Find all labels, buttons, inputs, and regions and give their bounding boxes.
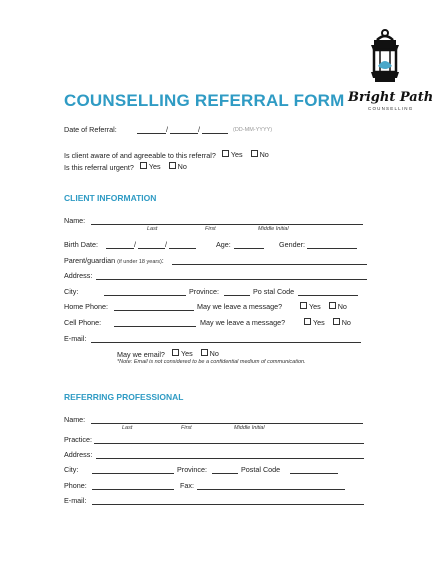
date-slash: /	[166, 125, 168, 134]
client-postal-field[interactable]	[298, 295, 358, 296]
referrer-name-middle-caption: Middle Initial	[234, 425, 265, 431]
birth-day-field[interactable]	[106, 248, 134, 249]
referrer-postal-label: Postal Code	[241, 465, 281, 474]
date-of-referral-label: Date of Referral:	[64, 125, 117, 134]
client-aware-question	[64, 150, 275, 160]
referrer-province-label: Province:	[177, 465, 207, 474]
guardian-hint: (if under 18 years)	[117, 259, 162, 265]
referrer-name-field[interactable]	[91, 423, 363, 424]
home-phone-field[interactable]	[114, 310, 194, 311]
lantern-icon	[364, 28, 406, 90]
client-name-first-caption: First	[205, 226, 216, 232]
client-postal-label: Po stal Code	[253, 287, 295, 296]
client-aware-no-checkbox[interactable]	[251, 150, 269, 159]
client-email-label: E-mail:	[64, 334, 87, 343]
referral-urgent-question	[64, 162, 193, 172]
client-information-heading: CLIENT INFORMATION	[64, 193, 157, 203]
logo-tagline: COUNSELLING	[368, 106, 414, 111]
client-province-label: Province:	[189, 287, 219, 296]
date-month-field[interactable]	[170, 133, 198, 134]
referring-professional-heading: REFERRING PROFESSIONAL	[64, 392, 184, 402]
yes-label: Yes	[313, 318, 325, 327]
practice-field[interactable]	[94, 443, 364, 444]
age-label: Age:	[216, 240, 231, 249]
email-permission-yes-checkbox[interactable]	[172, 349, 193, 358]
date-format-hint: (DD-MM-YYYY)	[233, 127, 273, 133]
no-label: No	[177, 162, 187, 171]
no-label: No	[341, 318, 351, 327]
no-label: No	[259, 150, 269, 159]
home-phone-message-no-checkbox[interactable]	[329, 302, 347, 311]
referrer-name-last-caption: Last	[122, 425, 133, 431]
guardian-field[interactable]	[172, 264, 367, 265]
client-province-field[interactable]	[224, 295, 250, 296]
guardian-label-group: Parent/guardian (if under 18 years):	[64, 256, 164, 265]
referrer-name-label: Name:	[64, 415, 86, 424]
birth-date-label: Birth Date:	[64, 240, 98, 249]
client-aware-yes-checkbox[interactable]	[222, 150, 243, 159]
checkbox-icon	[251, 150, 258, 157]
referrer-phone-label: Phone:	[64, 481, 87, 490]
practice-label: Practice:	[64, 435, 92, 444]
cell-phone-label: Cell Phone:	[64, 318, 102, 327]
referrer-name-first-caption: First	[181, 425, 192, 431]
cell-phone-field[interactable]	[114, 326, 196, 327]
yes-label: Yes	[230, 150, 243, 159]
client-email-field[interactable]	[91, 342, 361, 343]
cell-phone-message-no-checkbox[interactable]	[333, 318, 351, 327]
yes-label: Yes	[180, 349, 193, 358]
cell-phone-message-yes-checkbox[interactable]	[304, 318, 325, 327]
referrer-email-field[interactable]	[92, 504, 364, 505]
referrer-city-field[interactable]	[92, 473, 174, 474]
gender-field[interactable]	[307, 248, 357, 249]
referrer-email-label: E-mail:	[64, 496, 87, 505]
date-slash: /	[165, 240, 167, 249]
client-aware-label: Is client aware of and agreeable to this referral?	[64, 151, 216, 160]
home-phone-message-yes-checkbox[interactable]	[300, 302, 321, 311]
yes-label: Yes	[309, 302, 321, 311]
referrer-city-label: City:	[64, 465, 79, 474]
guardian-label: Parent/guardian	[64, 256, 116, 265]
checkbox-icon	[140, 162, 147, 169]
checkbox-icon	[201, 349, 208, 356]
checkbox-icon	[222, 150, 229, 157]
client-name-last-caption: Last	[147, 226, 158, 232]
checkbox-icon	[304, 318, 311, 325]
page-title: COUNSELLING REFERRAL FORM	[64, 91, 345, 110]
referral-urgent-label: Is this referral urgent?	[64, 163, 134, 172]
logo-brand: Bright Path	[348, 90, 434, 105]
checkbox-icon	[329, 302, 336, 309]
date-slash: /	[198, 125, 200, 134]
referrer-fax-label: Fax:	[180, 481, 194, 490]
date-day-field[interactable]	[137, 133, 166, 134]
checkbox-icon	[300, 302, 307, 309]
client-address-label: Address:	[64, 271, 93, 280]
yes-label: Yes	[148, 162, 161, 171]
birth-month-field[interactable]	[138, 248, 165, 249]
checkbox-icon	[172, 349, 179, 356]
referrer-postal-field[interactable]	[290, 473, 338, 474]
no-label: No	[337, 302, 347, 311]
email-permission-question	[117, 349, 225, 359]
referrer-phone-field[interactable]	[92, 489, 174, 490]
home-phone-message-label: May we leave a message?	[197, 302, 283, 311]
client-name-field[interactable]	[91, 224, 363, 225]
email-permission-label: May we email?	[117, 350, 165, 359]
client-city-label: City:	[64, 287, 79, 296]
client-name-middle-caption: Middle Initial	[258, 226, 289, 232]
referral-urgent-no-checkbox[interactable]	[169, 162, 187, 171]
checkbox-icon	[333, 318, 340, 325]
home-phone-label: Home Phone:	[64, 302, 108, 311]
referral-urgent-yes-checkbox[interactable]	[140, 162, 161, 171]
date-slash: /	[134, 240, 136, 249]
client-city-field[interactable]	[104, 295, 186, 296]
age-field[interactable]	[234, 248, 264, 249]
no-label: No	[209, 349, 219, 358]
checkbox-icon	[169, 162, 176, 169]
referrer-fax-field[interactable]	[197, 489, 345, 490]
client-name-label: Name:	[64, 216, 86, 225]
email-permission-no-checkbox[interactable]	[201, 349, 219, 358]
email-confidentiality-note: *Note: Email is not considered to be a confidential medium of communication.	[117, 359, 306, 365]
referrer-address-label: Address:	[64, 450, 93, 459]
gender-label: Gender:	[279, 240, 305, 249]
client-address-field[interactable]	[96, 279, 367, 280]
cell-phone-message-label: May we leave a message?	[200, 318, 286, 327]
referrer-address-field[interactable]	[96, 458, 364, 459]
referrer-province-field[interactable]	[212, 473, 238, 474]
date-year-field[interactable]	[202, 133, 228, 134]
birth-year-field[interactable]	[169, 248, 196, 249]
